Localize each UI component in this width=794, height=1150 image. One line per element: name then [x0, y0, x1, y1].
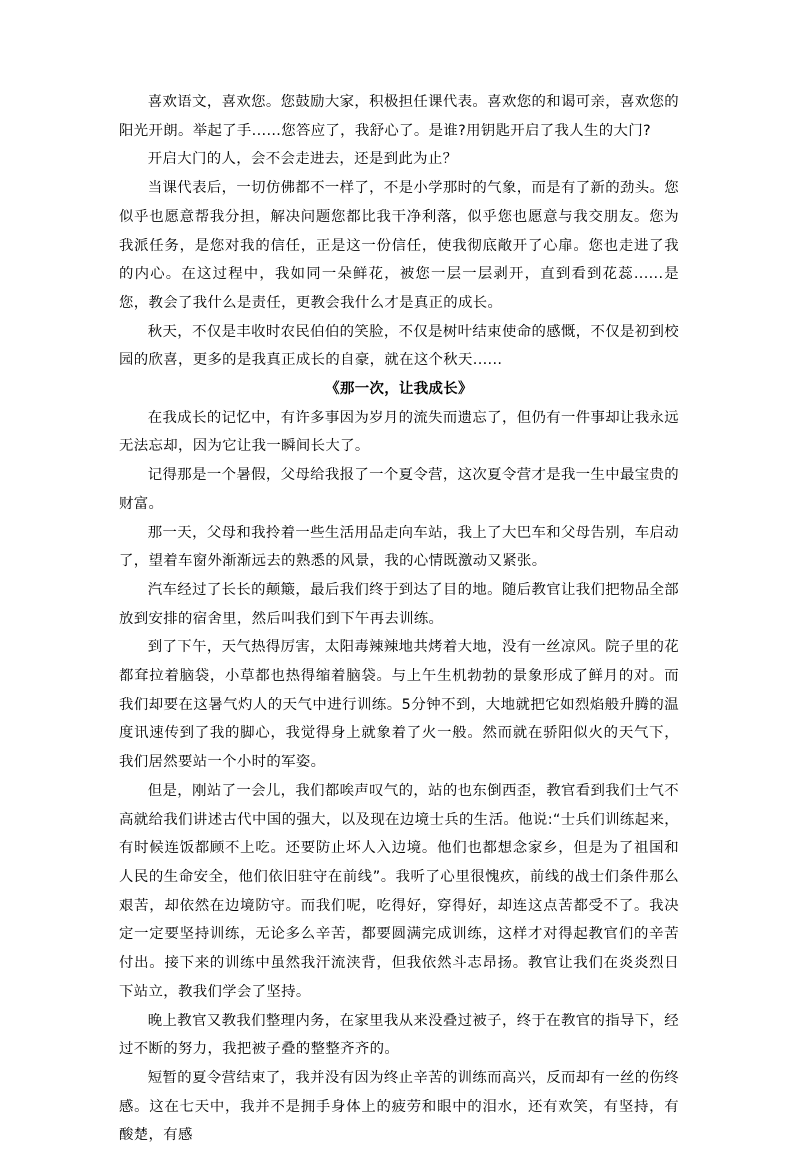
paragraph: 但是，刚站了一会儿，我们都唉声叹气的，站的也东倒西歪，教官看到我们士气不高就给我们讲述古代中国的强大，以及现在边境士兵的生活。他说:“士兵们训练起来，有时候连饭都顾不上吃。还要防止坏人入边境。他们也都想念家乡，但是为了祖国和人民的生命安全，他们依旧驻守在前线”。我听了心里很愧疚，前线的战士们条件那么艰苦，却依然在边境防守。而我们呢，吃得好，穿得好，却连这点苦都受不了。我决定一定要坚持训练，无论多么辛苦，都要圆满完成训练，这样才对得起教官们的辛苦付出。接下来的训练中虽然我汗流浃背，但我依然斗志昂扬。教官让我们在炎炎烈日下站立，教我们学会了坚持。	[119, 782, 679, 1000]
document-body	[119, 88, 679, 1150]
paragraph: 那一天，父母和我拎着一些生活用品走向车站，我上了大巴车和父母告别，车启动了，望着车窗外渐渐远去的熟悉的风景，我的心情既激动又紧张。	[119, 524, 679, 570]
paragraph: 到了下午，天气热得厉害，太阳毒辣辣地共烤着大地，没有一丝凉风。院子里的花都耷拉着脑袋，小草都也热得缩着脑袋。与上午生机勃勃的景象形成了鲜月的对。而我们却要在这暑气灼人的天气中进行训练。5分钟不到，大地就把它如烈焰般升腾的温度讯速传到了我的脚心，我觉得身上就象着了火一般。然而就在骄阳似火的天气下，我们居然要站一个小时的军姿。	[119, 639, 679, 771]
paragraph: 在我成长的记忆中，有许多事因为岁月的流失而遗忘了，但仍有一件事却让我永远无法忘却，因为它让我一瞬间长大了。	[119, 409, 679, 455]
paragraph: 汽车经过了长长的颠簸，最后我们终于到达了目的地。随后教官让我们把物品全部放到安排的宿舍里，然后叫我们到下午再去训练。	[119, 581, 679, 627]
paragraph: 短暂的夏令营结束了，我并没有因为终止辛苦的训练而高兴，反而却有一丝的伤终感。这在七天中，我并不是拥手身体上的疲劳和眼中的泪水，还有欢笑，有坚持，有酸楚，有感	[119, 1069, 679, 1144]
paragraph: 晚上教官又教我们整理内务，在家里我从来没叠过被子，终于在教官的指导下，经过不断的努力，我把被子叠的整整齐齐的。	[119, 1012, 679, 1058]
paragraph: 开启大门的人，会不会走进去，还是到此为止？	[147, 151, 458, 168]
paragraph: 秋天，不仅是丰收时农民伯伯的笑脸，不仅是树叶结束使命的感慨，不仅是初到校园的欣喜，更多的是我真正成长的自豪，就在这个秋天......	[119, 323, 679, 369]
paragraph: 当课代表后，一切仿佛都不一样了，不是小学那时的气象，而是有了新的劲头。您似乎也愿意帮我分担，解决问题您都比我干净利落，似乎您也愿意与我交朋友。您为我派任务，是您对我的信任，正是这一份信任，使我彻底敞开了心扉。您也走进了我的内心。在这过程中，我如同一朵鲜花，被您一层一层剥开，直到看到花蕊......是您，教会了我什么是责任，更教会我什么才是真正的成长。	[119, 180, 679, 311]
paragraph: 喜欢语文，喜欢您。您鼓励大家，积极担任课代表。喜欢您的和谒可亲，喜欢您的阳光开朗。举起了手......您答应了，我舒心了。是谁?用钥匙开启了我人生的大门?	[119, 94, 679, 139]
essay-title: 《那一次，让我成长》	[325, 380, 473, 398]
paragraph: 记得那是一个暑假，父母给我报了一个夏令营，这次夏令营才是我一生中最宝贵的财富。	[119, 467, 679, 512]
